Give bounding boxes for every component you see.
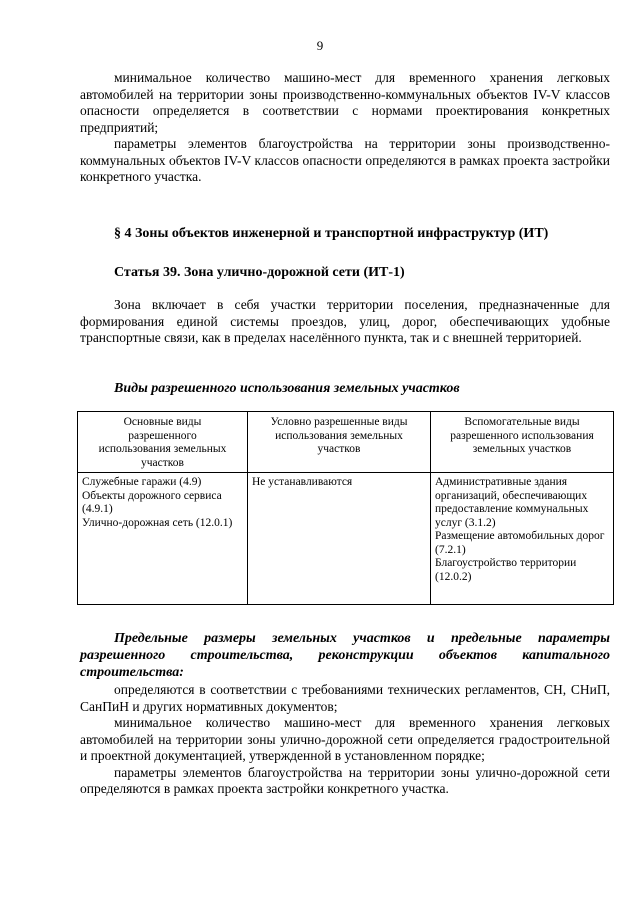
paragraph-landscaping-industrial: параметры элементов благоустройства на территории зоны производственно-коммунальных объектов IV-V классов опасности определяются в рамках проекта застройки конкретного участка. <box>80 136 610 184</box>
paragraph-regulations: определяются в соответствии с требованиями технических регламентов, СН, СНиП, СанПиН и других нормативных документов; <box>80 682 610 714</box>
header-conditional-uses: Условно разрешенные виды использования земельных участков <box>248 412 431 473</box>
list-item: Служебные гаражи (4.9) <box>82 476 202 488</box>
paragraph-parking-industrial: минимальное количество машино-мест для временного хранения легковых автомобилей на территории зоны производственно-коммунальных объектов IV-V классов опасности определяется в соответствии с нормами проектирования конкретных предприятий; <box>80 70 610 135</box>
list-item: Улично-дорожная сеть (12.0.1) <box>82 516 233 529</box>
list-item: Объекты дорожного сервиса (4.9.1) <box>82 489 222 515</box>
bottom-text-block <box>80 682 610 798</box>
paragraph-parking-street: минимальное количество машино-мест для временного хранения легковых автомобилей на территории зоны улично-дорожной сети определяется градостроительной и проектной документацией, утвержденной в установленном порядке; <box>80 715 610 763</box>
intro-block <box>80 297 610 347</box>
paragraph-zone-description: Зона включает в себя участки территории поселения, предназначенные для формирования единой системы проездов, улиц, дорог, обеспечивающих удобные транспортные связи, как в пределах населённого пункта, так и с внешней территорией. <box>80 297 610 345</box>
list-item: Благоустройство территории (12.0.2) <box>435 557 577 583</box>
cell-auxiliary-uses <box>431 473 614 605</box>
table-row <box>78 473 614 605</box>
article-heading: Статья 39. Зона улично-дорожной сети (ИТ-1) <box>114 265 405 280</box>
limits-heading: Предельные размеры земельных участков и предельные параметры разрешенного строительства, реконструкции объектов капитального строительства: <box>80 631 610 680</box>
header-main-uses: Основные виды разрешенного использования земельных участков <box>78 412 248 473</box>
cell-conditional-uses <box>248 473 431 605</box>
permitted-uses-table <box>77 411 614 605</box>
table-header-row <box>78 412 614 473</box>
header-auxiliary-uses: Вспомогательные виды разрешенного использования земельных участков <box>431 412 614 473</box>
top-text-block <box>80 70 610 186</box>
cell-main-uses <box>78 473 248 605</box>
uses-heading: Виды разрешенного использования земельных участков <box>114 381 460 396</box>
paragraph-landscaping-street: параметры элементов благоустройства на территории зоны улично-дорожной сети определяются в рамках проекта застройки конкретного участка. <box>80 764 610 796</box>
page-number: 9 <box>316 38 324 53</box>
list-item: Не устанавливаются <box>252 476 353 488</box>
section-heading: § 4 Зоны объектов инженерной и транспортной инфраструктур (ИТ) <box>114 226 549 241</box>
list-item: Административные здания организаций, обеспечивающих предоставление коммунальных услуг (3.1.2) <box>435 476 589 529</box>
list-item: Размещение автомобильных дорог (7.2.1) <box>435 530 605 556</box>
